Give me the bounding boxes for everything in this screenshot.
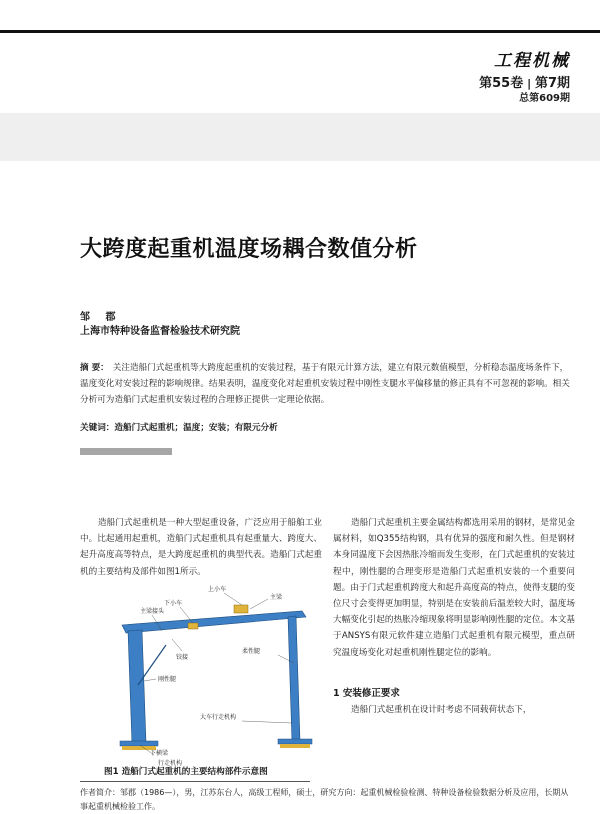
crane-figure	[92, 573, 328, 768]
keywords-text: 造船门式起重机；温度；安装；有限元分析	[114, 423, 278, 433]
author-affiliation: 上海市特种设备监督检验技术研究院	[80, 326, 240, 337]
volume: 第55卷	[479, 76, 524, 91]
article-title: 大跨度起重机温度场耦合数值分析	[80, 237, 418, 262]
keywords-label: 关键词：	[80, 423, 115, 433]
keywords	[80, 421, 575, 433]
figure-caption: 图1 造船门式起重机的主要结构部件示意图	[104, 767, 268, 777]
label-rigid-leg: 刚性腿	[158, 676, 177, 683]
footnote-rule	[80, 781, 310, 782]
body-column-right: 造船门式起重机主要金属结构都选用采用的钢材，是常见金属材料，如Q355结构钢，具有优异的强度和耐久性。但是钢材本身同温度下会因热胀冷缩而发生变形，在门式起重机的安装过程中，刚性腿的合理变形是造船门式起重机安装的一个重要问题。由于门式起重机跨度大和起升高度高的特点，使得支腿的变位尺寸会变得更加明显，特别是在安装前后温差较大时，温度场大幅变化引起的热胀冷缩现象将明显影响刚性腿的定位。本文基于ANSYS有限元软件建立造船门式起重机有限元模型，重点研究温度场变化对起重机刚性腿定位的影响。	[333, 518, 575, 658]
header-rule	[0, 30, 600, 33]
label-walk-mech: 大车行走机构	[200, 714, 237, 721]
label-lower-trolley: 下小车	[164, 600, 183, 607]
label-main-girder: 主梁	[270, 594, 283, 601]
abstract	[80, 360, 575, 408]
upper-trolley-shape	[234, 605, 248, 613]
label-hinge: 铰接	[176, 654, 189, 661]
label-flexible-leg: 柔性腿	[242, 648, 261, 655]
issue: 第7期	[534, 76, 570, 91]
label-travel: 行走机构	[158, 760, 183, 767]
keywords-divider	[80, 448, 172, 455]
author-footnote: 作者简介：邹郡（1986—），男，江苏东台人，高级工程师，硕士，研究方向：起重机械检验检测、特种设备检验数据分析及应用，长期从事起重机械检验工作。	[80, 788, 569, 811]
section-text: 造船门式起重机在设计时考虑不同载荷状态下，	[351, 705, 532, 715]
lower-beam-right	[278, 739, 312, 744]
abstract-label: 摘 要：	[80, 363, 109, 373]
lower-beam-left	[120, 741, 158, 746]
journal-name: 工程机械	[494, 51, 570, 71]
section-heading: 1 安装修正要求	[333, 688, 400, 699]
rigid-leg-shape	[128, 630, 146, 744]
label-lower-beam: 下横梁	[150, 750, 169, 757]
author-name: 邹 郡	[80, 312, 122, 323]
total-issue: 总第609期	[519, 93, 570, 104]
body-column-left: 造船门式起重机是一种大型起重设备，广泛应用于船舶工业中。比起通用起重机，造船门式起重机具有起重量大、跨度大、起升高度高等特点，是大跨度起重机的典型代表。造船门式起重机的主要结构及部件如图1所示。	[80, 518, 322, 577]
header-band	[0, 113, 600, 161]
lower-trolley-shape	[188, 623, 198, 629]
abstract-text: 关注造船门式起重机等大跨度起重机的安装过程，基于有限元计算方法，建立有限元数值模型，分析稳态温度场条件下，温度变化对安装过程的影响规律。结果表明，温度变化对起重机安装过程中刚性支腿水平偏移量的修正具有不可忽视的影响。相关分析可为造船门式起重机安装过程的合理修正提供一定理论依据。	[80, 363, 570, 405]
label-beam-splice: 主梁接头	[140, 608, 165, 615]
label-upper-trolley: 上小车	[208, 586, 227, 593]
separator: |	[527, 77, 532, 90]
